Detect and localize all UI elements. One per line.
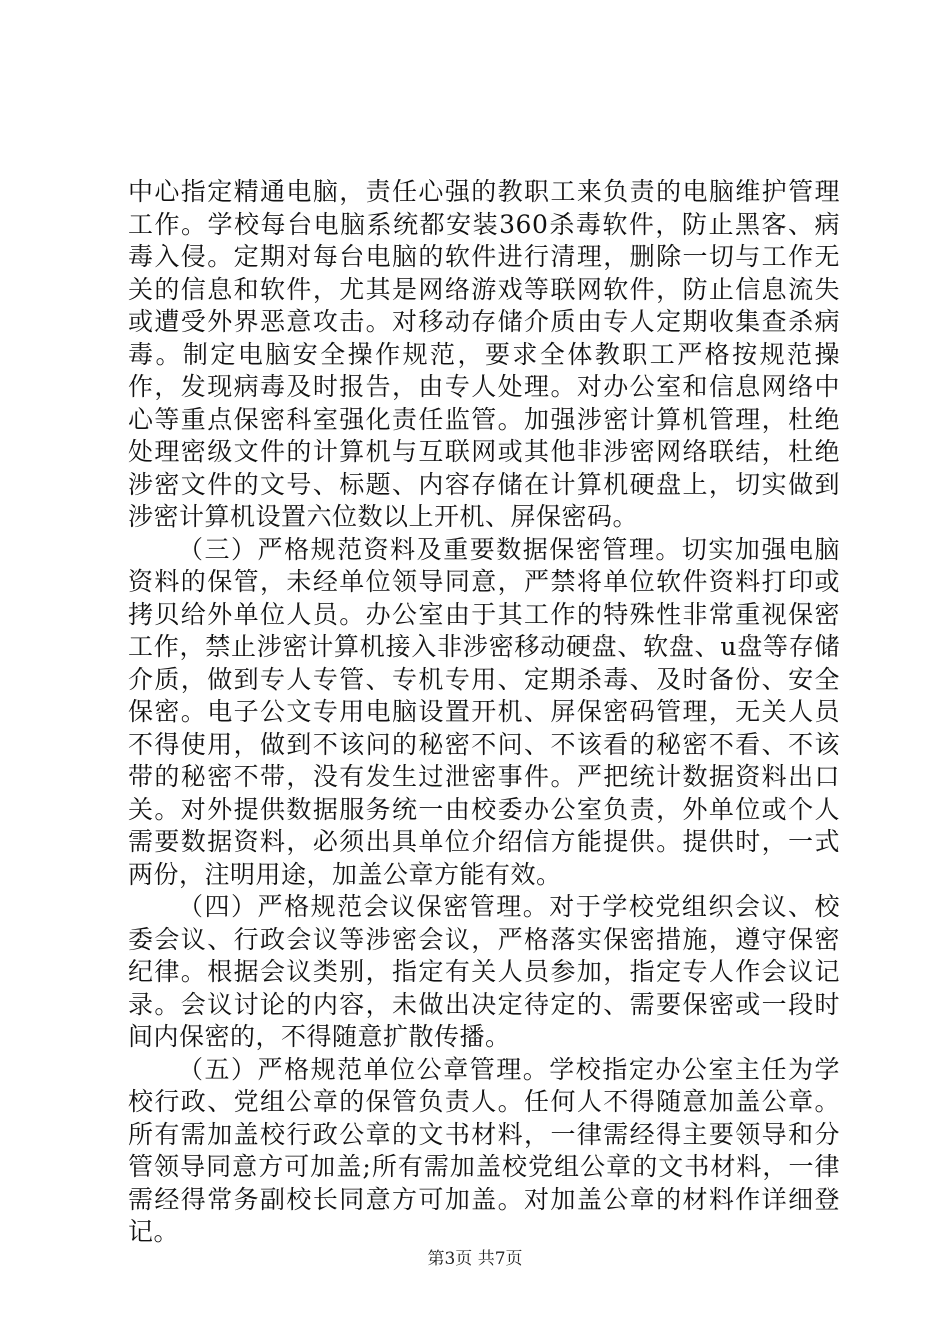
- paragraph-seal-management: （五）严格规范单位公章管理。学校指定办公室主任为学校行政、党组公章的保管负责人。任何人不得随意加盖公章。所有需加盖校行政公章的文书材料，一律需经得主要领导和分管领导同意方可加盖;所有需加盖校党组公章的文书材料，一律需经得常务副校长同意方可加盖。对加盖公章的材料作详细登记。: [128, 1054, 840, 1246]
- paragraph-computer-maintenance: 中心指定精通电脑，责任心强的教职工来负责的电脑维护管理工作。学校每台电脑系统都安装360杀毒软件，防止黑客、病毒入侵。定期对每台电脑的软件进行清理，删除一切与工作无关的信息和软件，尤其是网络游戏等联网软件，防止信息流失或遭受外界恶意攻击。对移动存储介质由专人定期收集查杀病毒。制定电脑安全操作规范，要求全体教职工严格按规范操作，发现病毒及时报告，由专人处理。对办公室和信息网络中心等重点保密科室强化责任监管。加强涉密计算机管理，杜绝处理密级文件的计算机与互联网或其他非涉密网络联结，杜绝涉密文件的文号、标题、内容存储在计算机硬盘上，切实做到涉密计算机设置六位数以上开机、屏保密码。: [128, 177, 840, 531]
- document-body: [128, 176, 840, 1249]
- paragraph-data-confidentiality: （三）严格规范资料及重要数据保密管理。切实加强电脑资料的保管，未经单位领导同意，严禁将单位软件资料打印或拷贝给外单位人员。办公室由于其工作的特殊性非常重视保密工作，禁止涉密计算机接入非涉密移动硬盘、软盘、u盘等存储介质，做到专人专管、专机专用、定期杀毒、及时备份、安全保密。电子公文专用电脑设置开机、屏保密码管理，无关人员不得使用，做到不该问的秘密不问、不该看的秘密不看、不该带的秘密不带，没有发生过泄密事件。严把统计数据资料出口关。对外提供数据服务统一由校委办公室负责，外单位或个人需要数据资料，必须出具单位介绍信方能提供。提供时，一式两份，注明用途，加盖公章方能有效。: [128, 534, 840, 889]
- page-number-footer: 第3页 共7页: [427, 1249, 523, 1269]
- paragraph-meeting-confidentiality: （四）严格规范会议保密管理。对于学校党组织会议、校委会议、行政会议等涉密会议，严格落实保密措施，遵守保密纪律。根据会议类别，指定有关人员参加，指定专人作会议记录。会议讨论的内容，未做出决定待定的、需要保密或一段时间内保密的，不得随意扩散传播。: [128, 892, 840, 1051]
